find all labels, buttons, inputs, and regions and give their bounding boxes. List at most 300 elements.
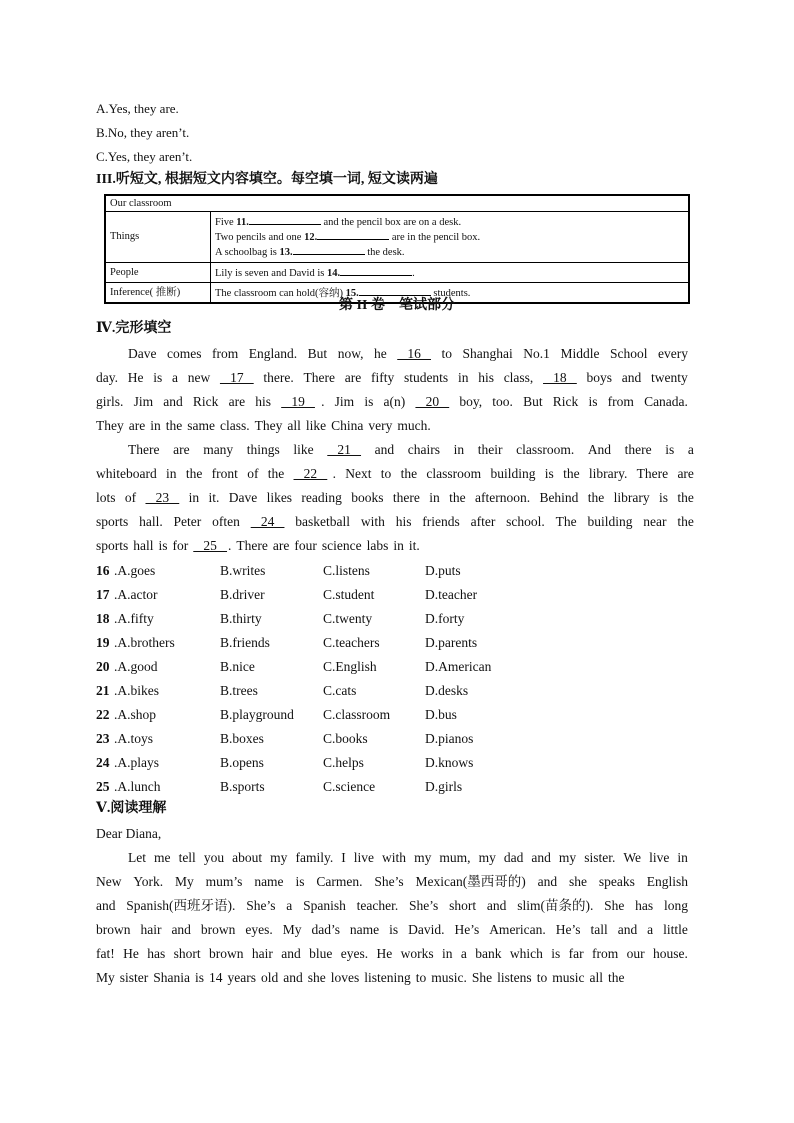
- cloze-blank[interactable]: 22: [293, 466, 328, 481]
- answer-choice-d[interactable]: D.parents: [425, 635, 478, 650]
- word: He: [127, 370, 144, 385]
- things-line: Two pencils and one 12. are in the pencil box.: [215, 229, 684, 244]
- word: classroom: [426, 466, 482, 481]
- answer-choice-d[interactable]: D.girls: [425, 779, 463, 794]
- answer-blank[interactable]: [249, 214, 321, 225]
- word: boy,: [459, 394, 483, 409]
- word: Rick: [552, 394, 579, 409]
- word: twenty: [651, 370, 688, 385]
- word: sports: [96, 514, 129, 529]
- word: from: [592, 946, 619, 961]
- word: are: [228, 394, 246, 409]
- word: York.: [133, 874, 164, 889]
- answer-choice-c[interactable]: C.helps: [323, 755, 364, 770]
- people-label: People: [105, 262, 211, 282]
- answer-choice-a[interactable]: .A.goes: [114, 563, 156, 578]
- word: fat!: [96, 946, 115, 961]
- text-line: [96, 870, 688, 894]
- answer-choice-d[interactable]: D.teacher: [425, 587, 478, 602]
- text-line: [96, 918, 688, 942]
- answer-choice-b[interactable]: B.boxes: [220, 731, 264, 746]
- word: is: [551, 946, 561, 961]
- word: whiteboard: [96, 466, 157, 481]
- word: is: [195, 970, 205, 985]
- answer-blank[interactable]: [317, 229, 389, 240]
- word: boys: [586, 370, 613, 385]
- question-number: 20: [96, 659, 110, 674]
- answer-choice-c[interactable]: C.teachers: [323, 635, 380, 650]
- word: China: [331, 418, 364, 433]
- word: is: [544, 466, 554, 481]
- word: sister: [119, 970, 149, 985]
- word: She: [471, 970, 493, 985]
- word: Middle: [560, 346, 600, 361]
- word: comes: [167, 346, 202, 361]
- answer-choice-a[interactable]: .A.plays: [114, 755, 159, 770]
- word: and: [374, 442, 395, 457]
- word: music.: [431, 970, 467, 985]
- text-line: [96, 510, 694, 534]
- word: my: [558, 850, 577, 865]
- word: live: [353, 850, 375, 865]
- word: My: [175, 874, 194, 889]
- word: The: [555, 514, 577, 529]
- word: a(n): [383, 394, 406, 409]
- answer-choice-a[interactable]: .A.lunch: [114, 779, 161, 794]
- word: near: [643, 514, 667, 529]
- word: Jim: [334, 394, 355, 409]
- answer-choice-a[interactable]: .A.brothers: [114, 635, 175, 650]
- word: the: [449, 490, 466, 505]
- answer-choice-d[interactable]: D.knows: [425, 755, 474, 770]
- word: after: [470, 514, 496, 529]
- cloze-blank[interactable]: 19: [281, 394, 315, 409]
- word: is: [158, 538, 168, 553]
- question-number: 19: [96, 635, 110, 650]
- word: there: [392, 490, 420, 505]
- text-line: [96, 846, 688, 870]
- word: their: [477, 442, 503, 457]
- word: the: [165, 418, 183, 433]
- word: Spanish(西班牙语).: [126, 898, 236, 913]
- word: day.: [96, 370, 118, 385]
- section5-heading: Ⅴ.阅读理解: [96, 801, 167, 816]
- answer-choice-d[interactable]: D.puts: [425, 563, 461, 578]
- word: He: [376, 946, 393, 961]
- word: too.: [492, 394, 513, 409]
- word: works: [400, 946, 434, 961]
- word: and: [537, 874, 558, 889]
- word: sister.: [584, 850, 616, 865]
- answer-choice-c[interactable]: C.cats: [323, 683, 357, 698]
- text-line: [96, 534, 694, 558]
- word: all: [589, 970, 603, 985]
- word: My: [282, 922, 302, 937]
- word: to: [415, 970, 427, 985]
- answer-choice-c[interactable]: C.listens: [323, 563, 370, 578]
- word: Next: [345, 466, 372, 481]
- answer-choice-c[interactable]: C.twenty: [323, 611, 373, 626]
- word: is: [295, 874, 305, 889]
- word: tell: [178, 850, 196, 865]
- word: slim(苗条的).: [517, 898, 594, 913]
- question-number: 24: [96, 755, 110, 770]
- word: about: [232, 850, 263, 865]
- word: building: [587, 514, 633, 529]
- answer-choice-b[interactable]: B.friends: [220, 635, 270, 650]
- word: you: [203, 850, 225, 865]
- word: me: [154, 850, 171, 865]
- word: in: [188, 490, 200, 505]
- word: There: [636, 466, 669, 481]
- text-line: [96, 342, 688, 366]
- word: house.: [653, 946, 688, 961]
- question-number: 17: [96, 587, 110, 602]
- word: listens: [497, 970, 532, 985]
- word: Mexican(墨西哥的): [415, 874, 526, 889]
- answer-choice-b[interactable]: B.opens: [220, 755, 264, 770]
- cloze-blank[interactable]: 21: [327, 442, 362, 457]
- people-content: Lily is seven and David is 14. .: [211, 262, 690, 282]
- word: dad: [503, 850, 524, 865]
- answer-choice-b[interactable]: B.sports: [220, 779, 265, 794]
- word: classroom.: [516, 442, 575, 457]
- cloze-blank[interactable]: 25: [193, 538, 228, 553]
- word: School: [609, 346, 648, 361]
- word: little: [663, 922, 688, 937]
- word: Canada.: [644, 394, 688, 409]
- word: mum,: [439, 850, 471, 865]
- word: .: [332, 466, 336, 481]
- word: the: [677, 514, 694, 529]
- word: books: [351, 490, 384, 505]
- word: She’s: [246, 898, 276, 913]
- answer-choice-d[interactable]: D.forty: [425, 611, 465, 626]
- word: school.: [506, 514, 545, 529]
- word: brown: [208, 946, 244, 961]
- section4-heading: Ⅳ.完形填空: [96, 321, 172, 336]
- word: many: [203, 442, 234, 457]
- word: Jim: [133, 394, 154, 409]
- word: with: [360, 514, 385, 529]
- cloze-blank[interactable]: 17: [219, 370, 254, 385]
- word: is: [389, 922, 399, 937]
- word: hall: [133, 538, 154, 553]
- word: has: [635, 898, 654, 913]
- word: reading: [301, 490, 342, 505]
- word: is: [659, 490, 669, 505]
- word: she: [568, 874, 587, 889]
- word: Shania: [153, 970, 191, 985]
- word: my: [414, 850, 432, 865]
- question-number: 18: [96, 611, 110, 626]
- word: hair: [251, 946, 273, 961]
- word: often: [212, 514, 240, 529]
- word: brown: [200, 922, 236, 937]
- question-number: 23: [96, 731, 110, 746]
- word: his: [255, 394, 272, 409]
- word: American.: [489, 922, 546, 937]
- table-row: [105, 195, 689, 212]
- word: hall.: [139, 514, 163, 529]
- word: No.1: [523, 346, 550, 361]
- cloze-blank[interactable]: 24: [250, 514, 285, 529]
- word: There: [236, 538, 268, 553]
- word: lots: [96, 490, 116, 505]
- word: We: [623, 850, 642, 865]
- answer-choice-a[interactable]: .A.bikes: [114, 683, 159, 698]
- text-line: [96, 438, 694, 462]
- word: the: [607, 970, 625, 985]
- word: library.: [588, 466, 628, 481]
- word: the: [677, 490, 694, 505]
- word: Rick: [192, 394, 219, 409]
- word: are: [677, 466, 694, 481]
- word: front: [211, 466, 238, 481]
- word: friends: [422, 514, 460, 529]
- word: and: [171, 922, 191, 937]
- answer-choice-b[interactable]: B.trees: [220, 683, 258, 698]
- word: He: [123, 946, 139, 961]
- word: girls.: [96, 394, 124, 409]
- answer-choice-d[interactable]: D.desks: [425, 683, 469, 698]
- word: the: [587, 490, 605, 505]
- word: There: [128, 442, 160, 457]
- answer-blank[interactable]: [359, 285, 431, 296]
- word: it.: [208, 490, 220, 505]
- answer-choice-a[interactable]: .A.toys: [114, 731, 154, 746]
- word: and: [531, 850, 551, 865]
- word: students: [403, 370, 449, 385]
- word: and: [281, 946, 301, 961]
- word: There: [303, 370, 335, 385]
- things-content: [211, 212, 690, 262]
- word: name: [349, 922, 380, 937]
- answer-choice-a[interactable]: .A.good: [114, 659, 158, 674]
- word: the: [400, 466, 418, 481]
- word: with: [382, 850, 407, 865]
- word: same: [187, 418, 215, 433]
- things-line: Five 11. and the pencil box are on a desk.: [215, 214, 684, 229]
- word: in: [441, 946, 453, 961]
- classroom-table: [104, 194, 690, 304]
- answer-choice-a[interactable]: .A.fifty: [114, 611, 154, 626]
- word: My: [96, 970, 115, 985]
- word: of: [124, 490, 137, 505]
- part2-title: 第 II 卷 笔试部分: [339, 298, 455, 313]
- answer-choice-c[interactable]: C.student: [323, 587, 375, 602]
- word: music: [552, 970, 585, 985]
- text-line: [96, 414, 688, 438]
- word: his: [395, 514, 412, 529]
- word: in: [677, 850, 688, 865]
- word: He’s: [555, 922, 581, 937]
- word: mum’s: [205, 874, 243, 889]
- word: are: [128, 418, 146, 433]
- things-line: A schoolbag is 13. the desk.: [215, 244, 684, 259]
- word: fifty: [370, 370, 395, 385]
- word: to: [380, 466, 392, 481]
- word: he: [373, 346, 387, 361]
- word: of: [247, 466, 259, 481]
- word: is: [364, 394, 374, 409]
- word: But: [307, 346, 328, 361]
- word: in: [393, 538, 404, 553]
- word: all: [287, 418, 301, 433]
- word: from: [607, 394, 634, 409]
- answer-choice-d[interactable]: D.pianos: [425, 731, 474, 746]
- word: the: [563, 466, 580, 481]
- text-line: [96, 942, 688, 966]
- word: are: [173, 442, 190, 457]
- answer-choice-c[interactable]: C.books: [323, 731, 368, 746]
- word: and: [96, 898, 116, 913]
- word: like: [293, 442, 314, 457]
- question-number: 16: [96, 563, 110, 578]
- word: But: [523, 394, 543, 409]
- word: is: [665, 442, 675, 457]
- word: name: [254, 874, 284, 889]
- word: eyes.: [245, 922, 273, 937]
- word: my: [478, 850, 496, 865]
- answer-blank[interactable]: [340, 265, 412, 276]
- question-number: 21: [96, 683, 110, 698]
- word: and: [163, 394, 183, 409]
- word: speaks: [598, 874, 635, 889]
- word: brown: [96, 922, 131, 937]
- things-label: Things: [105, 212, 211, 262]
- word: in: [150, 418, 161, 433]
- word: to: [441, 346, 453, 361]
- word: every: [657, 346, 688, 361]
- word: Let: [128, 850, 146, 865]
- word: a: [460, 946, 467, 961]
- word: Dave: [128, 346, 157, 361]
- word: a: [171, 370, 178, 385]
- word: far: [568, 946, 584, 961]
- word: afternoon.: [474, 490, 531, 505]
- answer-choice-a[interactable]: .A.shop: [114, 707, 157, 722]
- answer-choice-b[interactable]: B.driver: [220, 587, 265, 602]
- word: Behind: [539, 490, 579, 505]
- word: chairs: [407, 442, 440, 457]
- word: old: [261, 970, 279, 985]
- letter-salutation: Dear Diana,: [96, 826, 162, 841]
- word: blue: [309, 946, 333, 961]
- text-line: [96, 390, 688, 414]
- cloze-paragraph-1: [96, 342, 688, 438]
- word: She’s: [374, 874, 404, 889]
- word: and: [617, 922, 638, 937]
- answer-choice-b[interactable]: B.thirty: [220, 611, 262, 626]
- word: England.: [248, 346, 298, 361]
- inference-content: The classroom can hold(容纳) 15. students.: [211, 282, 690, 303]
- answer-choice-c[interactable]: C.classroom: [323, 707, 391, 722]
- word: science: [321, 538, 362, 553]
- text-line: [96, 486, 694, 510]
- word: teacher.: [356, 898, 399, 913]
- word: labs: [366, 538, 389, 553]
- word: like: [305, 418, 327, 433]
- word: loves: [330, 970, 360, 985]
- word: and: [621, 370, 642, 385]
- option-c: C.Yes, they aren’t.: [96, 149, 193, 164]
- word: to: [536, 970, 548, 985]
- word: in: [166, 466, 177, 481]
- word: short: [449, 898, 477, 913]
- section3-heading: III.听短文, 根据短文内容填空。每空填一词, 短文读两遍: [96, 172, 438, 187]
- word: class,: [503, 370, 534, 385]
- word: short: [173, 946, 201, 961]
- word: class.: [220, 418, 250, 433]
- word: Peter: [173, 514, 202, 529]
- word: 14: [209, 970, 223, 985]
- word: bank: [475, 946, 502, 961]
- cloze-blank[interactable]: 16: [397, 346, 431, 361]
- word: has: [147, 946, 166, 961]
- word: family.: [295, 850, 334, 865]
- text-line: [96, 966, 688, 990]
- word: in: [429, 490, 440, 505]
- answer-choice-c[interactable]: C.science: [323, 779, 376, 794]
- cloze-blank[interactable]: 20: [415, 394, 450, 409]
- word: a: [647, 922, 654, 937]
- cloze-blank[interactable]: 18: [543, 370, 577, 385]
- word: building: [490, 466, 536, 481]
- word: They: [96, 418, 124, 433]
- reading-letter: [96, 846, 688, 990]
- table-row: [105, 212, 689, 262]
- table-row: [105, 262, 689, 282]
- word: live: [649, 850, 670, 865]
- word: are: [344, 370, 362, 385]
- answer-choice-b[interactable]: B.playground: [220, 707, 294, 722]
- word: the: [185, 466, 203, 481]
- word: from: [212, 346, 239, 361]
- word: things: [246, 442, 280, 457]
- word: Dave: [228, 490, 258, 505]
- word: listening: [364, 970, 411, 985]
- word: new: [187, 370, 211, 385]
- word: she: [307, 970, 326, 985]
- answer-choice-d[interactable]: D.American: [425, 659, 492, 674]
- word: library: [613, 490, 650, 505]
- word: He’s: [454, 922, 480, 937]
- word: and: [283, 970, 303, 985]
- answer-choice-b[interactable]: B.writes: [220, 563, 266, 578]
- answer-choice-b[interactable]: B.nice: [220, 659, 255, 674]
- word: likes: [266, 490, 293, 505]
- word: much.: [397, 418, 431, 433]
- answer-choice-a[interactable]: .A.actor: [114, 587, 158, 602]
- table-title: Our classroom: [105, 195, 689, 212]
- word: She: [604, 898, 625, 913]
- word: years: [227, 970, 257, 985]
- word: the: [267, 466, 285, 481]
- word: I: [341, 850, 346, 865]
- word: a: [286, 898, 293, 913]
- cloze-blank[interactable]: 23: [145, 490, 180, 505]
- answer-choice-c[interactable]: C.English: [323, 659, 377, 674]
- option-b: B.No, they aren’t.: [96, 125, 190, 140]
- word: his: [478, 370, 494, 385]
- word: sports: [96, 538, 129, 553]
- answer-choice-d[interactable]: D.bus: [425, 707, 457, 722]
- question-number: 25: [96, 779, 110, 794]
- word: tall: [590, 922, 608, 937]
- answer-blank[interactable]: [293, 244, 365, 255]
- word: there.: [263, 370, 294, 385]
